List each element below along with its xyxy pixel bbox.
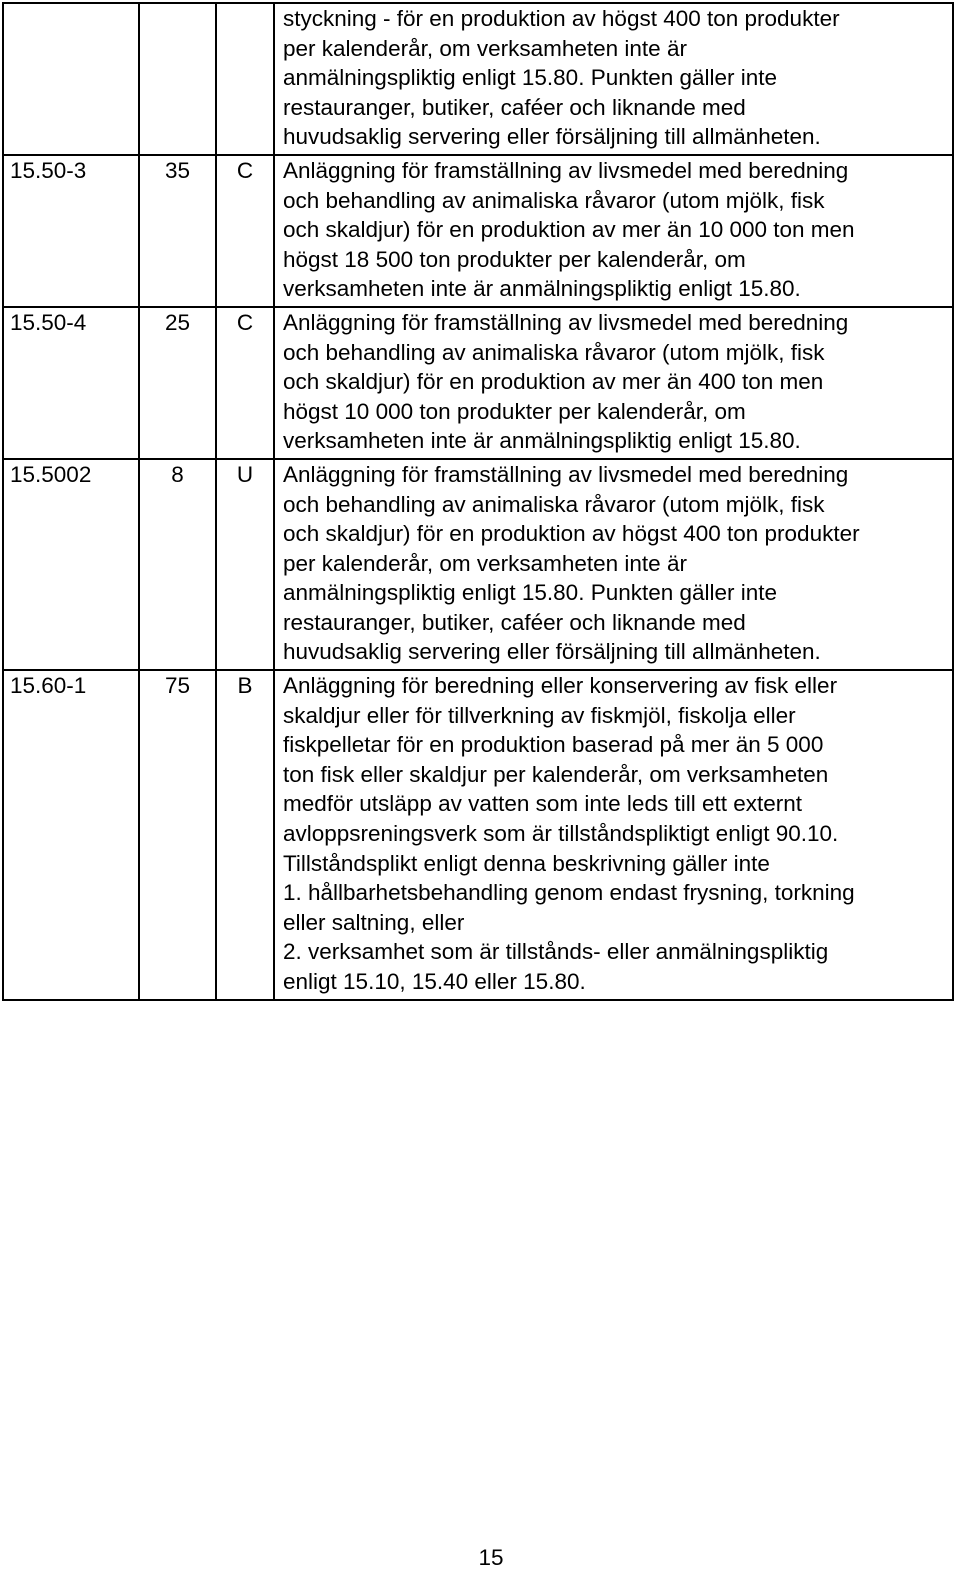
activity-points	[139, 3, 216, 155]
activity-class	[216, 3, 274, 155]
table-row	[3, 459, 953, 670]
activity-points: 75	[139, 670, 216, 1000]
activity-code: 15.60-1	[3, 670, 139, 1000]
activity-code: 15.50-4	[3, 307, 139, 459]
activity-code	[3, 3, 139, 155]
activity-class: B	[216, 670, 274, 1000]
table-row	[3, 3, 953, 155]
activity-description: Anläggning för framställning av livsmedel med beredning och behandling av animaliska råvaror (utom mjölk, fisk och skaldjur) för en produktion av högst 400 ton produkter per kalenderår, om verksamheten inte är anmälningspliktig enligt 15.80. Punkten gäller inte restauranger, butiker, caféer och liknande med huvudsaklig servering eller försäljning till allmänheten.	[274, 459, 953, 670]
activity-class: C	[216, 155, 274, 307]
activity-class: C	[216, 307, 274, 459]
activity-code: 15.5002	[3, 459, 139, 670]
activity-points: 25	[139, 307, 216, 459]
page-number: 15	[478, 1545, 504, 1570]
activity-description: Anläggning för beredning eller konservering av fisk eller skaldjur eller för tillverkning av fiskmjöl, fiskolja eller fiskpelletar för en produktion baserad på mer än 5 000 ton fisk eller skaldjur per kalenderår, om verksamheten medför utsläpp av vatten som inte leds till ett externt avloppsreningsverk som är tillståndspliktigt enligt 90.10. Tillståndsplikt enligt denna beskrivning gäller inte 1. hållbarhetsbehandling genom endast frysning, torkning eller saltning, eller 2. verksamhet som är tillstånds- eller anmälningspliktig enligt 15.10, 15.40 eller 15.80.	[274, 670, 953, 1000]
table-row	[3, 670, 953, 1000]
activity-points: 8	[139, 459, 216, 670]
activity-description: Anläggning för framställning av livsmedel med beredning och behandling av animaliska råvaror (utom mjölk, fisk och skaldjur) för en produktion av mer än 10 000 ton men högst 18 500 ton produkter per kalenderår, om verksamheten inte är anmälningspliktig enligt 15.80.	[274, 155, 953, 307]
activity-class: U	[216, 459, 274, 670]
activity-code: 15.50-3	[3, 155, 139, 307]
activity-description: styckning - för en produktion av högst 400 ton produkter per kalenderår, om verksamheten inte är anmälningspliktig enligt 15.80. Punkten gäller inte restauranger, butiker, caféer och liknande med huvudsaklig servering eller försäljning till allmänheten.	[274, 3, 953, 155]
activity-table	[2, 2, 954, 1001]
table-row	[3, 307, 953, 459]
activity-points: 35	[139, 155, 216, 307]
table-row	[3, 155, 953, 307]
activity-description: Anläggning för framställning av livsmedel med beredning och behandling av animaliska råvaror (utom mjölk, fisk och skaldjur) för en produktion av mer än 400 ton men högst 10 000 ton produkter per kalenderår, om verksamheten inte är anmälningspliktig enligt 15.80.	[274, 307, 953, 459]
